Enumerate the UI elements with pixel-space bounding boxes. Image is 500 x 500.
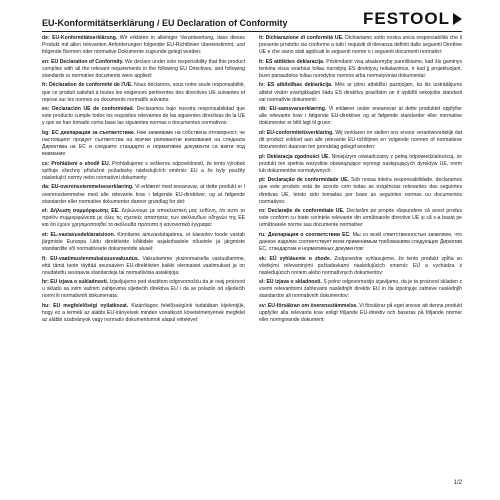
entry-body: Nous déclarons, sous notre seule responsabilité, que ce produit satisfait à toutes les exigences pertinentes des directives UE suivantes et repose sur les normes ou documents normatifs suivants: — [42, 82, 246, 103]
entry-title: EU izjava o skladnosti. — [266, 279, 322, 286]
entry-body: Dichiariamo sotto nostra unica responsabilità che il presente prodotto sia conforme a tutti i requisiti di rilevanza definiti dalle seguenti Direttive UE e che siano stati applicati le seguenti norme o i seguenti documenti normativi: — [259, 35, 463, 56]
declaration-entry — [42, 232, 245, 253]
entry-body: Declaramos bajo nuestra responsabilidad que este producto cumple todos los requisitos relevantes de las siguientes directivas de la UE y que se han tomado como base las siguientes normas o documentos normativos: — [42, 106, 245, 127]
entry-heading — [259, 303, 358, 309]
entry-title: EU izjava o sukladnosti. — [50, 279, 109, 286]
declaration-entry — [259, 59, 462, 80]
entry-body: Kinnitame ainuvastutajatena, et käesolev toode vastab järgmiste Euroopa Liidu direktiivide kõikidele asjakohastele nõuetele ja järgmiste standardite või normatiivsete dokumentide alusel: — [42, 231, 246, 253]
language-code: pl: — [259, 153, 266, 160]
entry-title: Δήλωση συμμόρφωσης ΕΕ. — [50, 208, 120, 215]
language-code: el: — [42, 208, 48, 215]
language-code: ro: — [259, 208, 266, 215]
declaration-entry — [42, 256, 245, 277]
header-divider — [42, 31, 462, 32]
entry-heading — [42, 161, 110, 167]
logo-wordmark: FESTOOL — [363, 9, 450, 28]
entry-body: S polno odgovornostjo izjavljamo, da je ta proizvod skladen z vsemi relevantnimi zahtevami naslednjih direktiv EU in da izpolnjuje zahteve naslednjih standardov ali normativnih dokumentov: — [259, 279, 463, 300]
language-code: hr: — [42, 279, 49, 286]
entry-heading — [42, 256, 139, 262]
entry-heading — [259, 279, 322, 285]
entry-heading — [259, 208, 344, 214]
language-code: fr: — [42, 82, 48, 89]
entry-heading — [259, 59, 324, 65]
right-column — [259, 35, 462, 327]
entry-heading — [42, 232, 115, 238]
language-code: hu: — [42, 303, 50, 310]
entry-body: Vakuutamme yksinomaisella vastuullamme, että tämä tuote täyttää seuraavien EU-direktiivien kaikki olennaiset vaatimukset ja on noudatettu seuraavia standardeja tai normatiivisia asiakirjoja: — [42, 255, 245, 276]
entry-heading — [42, 184, 133, 190]
declaration-entry — [42, 184, 245, 205]
entry-title: EU-samsvarserklæring. — [269, 106, 327, 113]
language-code: cs: — [42, 160, 50, 167]
entry-heading — [259, 256, 331, 262]
festool-logo — [363, 10, 462, 27]
declaration-entry — [42, 35, 245, 56]
declaration-entry — [259, 208, 462, 229]
entry-title: Декларация о соответствии ЕС. — [267, 231, 351, 238]
entry-body: Prisiimdami visą atsakomybę pareiškiame, kad šis gaminys tenkina visus svarbius toliau nurodytų ES direktyvų reikalavimus, ir kad jį projektuojant, buvo panaudotos toliau nurodytos normos arba normatyviniai dokumentai: — [259, 58, 463, 79]
language-code: es: — [42, 106, 50, 113]
entry-title: Declaración UE de conformidad. — [51, 106, 134, 113]
entry-body: Mēs ar pilnu atbildību paziņojam, ka šis izstrādājums atbilst visām svarīgākajām šādu ES direktīvu prasībām un ir izpildīti sekojošie standarti vai normatīvie dokumenti: — [259, 82, 462, 103]
language-code: en: — [42, 58, 50, 65]
language-code: bg: — [42, 129, 50, 136]
declaration-columns — [42, 35, 462, 327]
language-code: sk: — [259, 255, 267, 262]
entry-heading — [42, 279, 108, 285]
declaration-entry — [259, 177, 462, 205]
declaration-entry — [42, 279, 245, 300]
page-number: 1/2 — [453, 480, 462, 486]
entry-heading — [42, 208, 120, 214]
entry-body: Ние заявяваме на собствена отговорност, че настоящият продукт съответства на всички релевантни изисквания на следната Директива на ЕС и следните стандарти и нормативни документи са взети под внимание: — [42, 129, 245, 158]
declaration-entry — [42, 208, 245, 229]
entry-heading — [42, 35, 117, 41]
declaration-entry — [259, 154, 462, 175]
entry-title: EU megfelelőségi nyilatkozat. — [53, 303, 129, 310]
entry-title: ЕС декларация за съответствие. — [51, 129, 136, 136]
entry-heading — [42, 303, 128, 309]
entry-heading — [259, 106, 326, 112]
entry-body: Prohlašujeme s veškerou odpovědností, že tento výrobek splňuje všechny příslušné požadavky následujících směrnic EU a že byly použity následující normy nebo normativní dokumenty: — [42, 160, 245, 181]
entry-body: Vi försäkrar på eget ansvar att denna produkt uppfyller alla relevanta krav enligt följande EU-direktiv och baseras på följande normer eller normgivande dokument: — [259, 303, 462, 324]
entry-heading — [259, 82, 332, 88]
entry-title: Declaração de conformidade UE. — [267, 177, 349, 184]
entry-title: EU-försäkran om överensstämmelse. — [267, 303, 358, 310]
entry-body: Declarăm pe proprie răspundere că acest produs este conform cu toate cerințele relevante din următoarele directive UE și că s-a bazat pe următoarele norme sau documente normative: — [259, 208, 462, 229]
left-column — [42, 35, 245, 327]
entry-title: Prohlášení o shodě EU. — [51, 160, 111, 167]
language-code: sl: — [259, 279, 265, 286]
declaration-entry — [42, 303, 245, 324]
declaration-entry — [259, 106, 462, 127]
declaration-entry — [259, 256, 462, 277]
language-code: it: — [259, 35, 264, 41]
language-code: lt: — [259, 58, 264, 65]
entry-heading — [42, 82, 133, 88]
language-code: pt: — [259, 177, 266, 184]
entry-heading — [259, 130, 334, 136]
declaration-entry — [42, 59, 245, 80]
declaration-entry — [259, 279, 462, 300]
entry-title: EU Declaration of Conformity. — [51, 58, 124, 65]
entry-body: Izjavljujemo pod vlastitom odgovornošću da je ovaj proizvod u skladu sa svim važnim zahtjevima sljedećih direktiva EU i da se polazilo od sljedećih normi ili normativnih dokumenata: — [42, 279, 246, 300]
entry-title: Déclaration de conformité de l'UE. — [49, 82, 133, 89]
language-code: sv: — [259, 303, 267, 310]
entry-title: ES atitikties deklaracija. — [265, 58, 325, 65]
entry-title: EÚ vyhlásenie o zhode. — [269, 255, 332, 262]
declaration-entry — [259, 303, 462, 324]
language-code: lv: — [259, 82, 265, 89]
entry-body: Zodpovedne vyhlasujeme, že tento produkt spĺňa so všetkými relevantnými požiadavkami nasledujúcich smerníc EÚ a vychádza z nasledujúcich noriem alebo normatívnych dokumentov: — [259, 255, 462, 276]
language-code: ru: — [259, 231, 266, 238]
entry-body: Sob nossa inteira responsabilidade, declaramos que este produto está de acordo com todas as exigências relevantes das seguintes diretivas UE, tendo sido tomadas por base as seguintes normas ou documentos normativos: — [259, 177, 463, 205]
entry-body: Vi erklærer med eneansvar, at dette produkt er i overensstemmelse med alle relevante krav i følgende EU-direktiver, og at følgende standarder eller normative dokumenter danner grundlag for det: — [42, 184, 246, 205]
declaration-entry — [42, 161, 245, 182]
entry-body: Wir erklären in alleiniger Verantwortung, dass dieses Produkt mit allen relevanten Anforderungen folgender EU-Richtlinien übereinstimmt, und folgende Normen oder normative Dokumente zugrunde gelegt wurden: — [42, 35, 245, 56]
declaration-entry — [42, 82, 245, 103]
declaration-entry — [259, 130, 462, 151]
language-code: de: — [42, 35, 50, 41]
entry-heading — [259, 154, 330, 160]
entry-heading — [42, 106, 134, 112]
entry-body: Wij verklaren en stellen ons ervoor verantwoordelijk dat dit product voldoet aan alle relevante EU-richtlijnen en volgende normen of normatieve documenten daarvan ten grondslag gelegd worden: — [259, 129, 462, 151]
declaration-entry — [259, 82, 462, 103]
entry-title: Dichiarazione di conformità UE. — [265, 35, 344, 41]
declaration-entry — [259, 35, 462, 56]
entry-heading — [259, 177, 349, 183]
entry-heading — [42, 59, 124, 65]
entry-heading — [259, 232, 351, 238]
entry-title: Declarație de conformitate UE. — [268, 208, 345, 215]
entry-body: Niniejszym oświadczamy z pełną odpowiedzialnością, że produkt ten spełnia wszystkie obowiązujące wymogi następujących dyrektyw UE, norm lub dokumentów normatywnych: — [259, 153, 462, 174]
entry-title: EU-Konformitätserklärung. — [52, 35, 118, 41]
entry-body: Vi erklærer under eneansvar at dette produktet oppfyller alle relevante krav i følgende EU-direktiver og at følgende standarder eller normative dokumenter er blitt lagt til grunn: — [259, 106, 462, 127]
entry-body: We declare under sole responsibility that this product complies with all the relevant requirements in the following EU Directives, and following standards or normative documents were applied: — [42, 58, 246, 79]
entry-body: Мы со всей ответственностью заявляем, что данное изделие соответствует всем применимым требованиям следующих Директив ЕС, стандартам и нормативных документов: — [259, 231, 462, 253]
language-code: da: — [42, 184, 50, 191]
entry-title: EL-vastavusdeklaratsioon. — [50, 231, 116, 238]
entry-body: Δηλώνουμε με αποκλειστική μας ευθύνη, ότι αυτό το προϊόν συμμορφώνεται με όλες τις σχετικές απαιτήσεις των ακόλουθων οδηγιών της ΕΕ και ότι έχουν χρησιμοποιηθεί τα ακόλουθα πρότυπα ή κανονιστικά έγγραφα: — [42, 208, 246, 229]
language-code: et: — [42, 231, 49, 238]
language-code: fi: — [42, 255, 47, 262]
declaration-entry — [42, 130, 245, 158]
language-code: nb: — [259, 106, 267, 113]
entry-body: Kizárólagos felelősségünk tudatában kijelentjük, hogy ez a termék az alábbi EU-irányelvek minden vonatkozó követelményének megfelel az alábbi szabványok vagy normatív dokumentumok alapul vételével: — [42, 303, 245, 324]
language-code: nl: — [259, 129, 266, 136]
entry-heading — [42, 130, 135, 136]
declaration-entry — [259, 232, 462, 253]
entry-title: Deklaracja zgodności UE. — [267, 153, 330, 160]
declaration-entry — [42, 106, 245, 127]
entry-title: ES atbilstības deklarācija. — [267, 82, 333, 89]
page-title: EU-Konformitätserklärung / EU Declaration of Conformity — [42, 18, 288, 28]
entry-title: EU-vaatimustenmukaisuusvakuutus. — [50, 255, 140, 262]
entry-title: EU-overensstemmelseserklæring. — [51, 184, 134, 191]
entry-title: EU-conformiteitsverklaring. — [266, 129, 334, 136]
entry-heading — [259, 35, 343, 41]
page-header — [42, 8, 462, 32]
logo-triangle-icon — [453, 13, 462, 25]
